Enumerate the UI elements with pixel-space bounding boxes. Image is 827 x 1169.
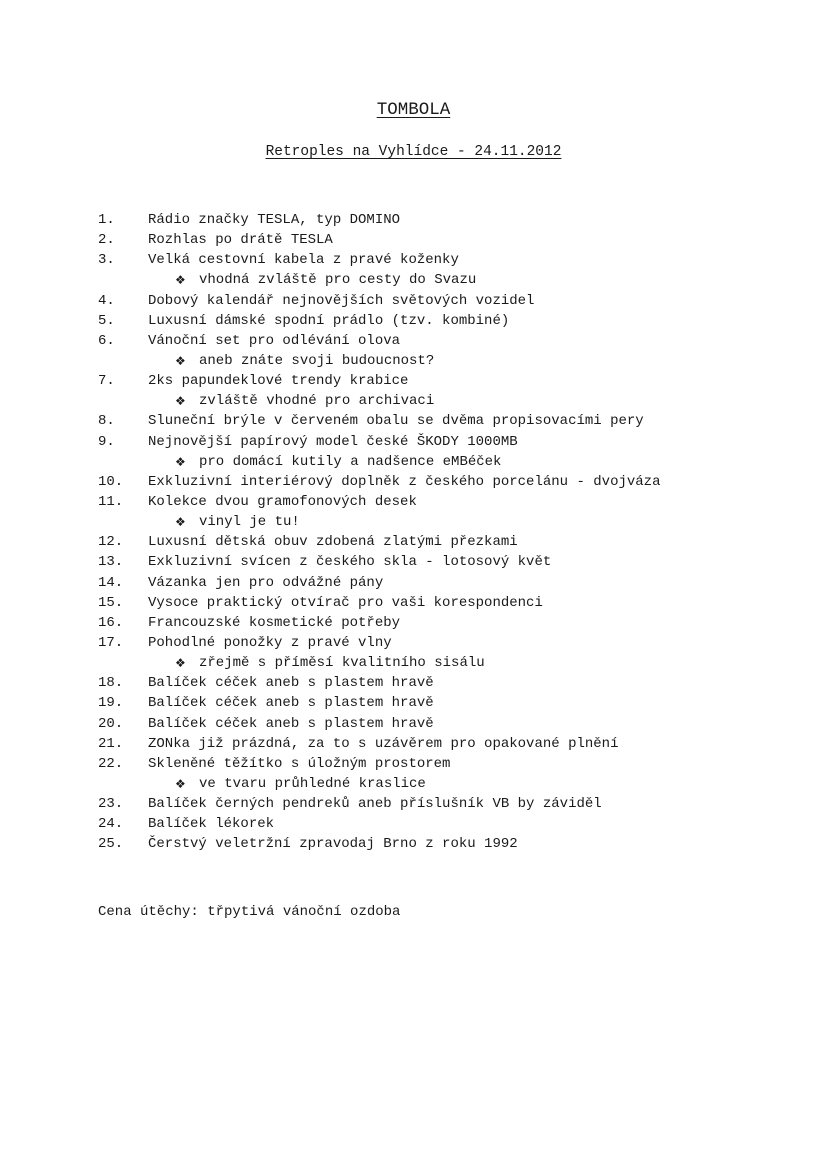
item-number: 13. — [98, 554, 124, 571]
item-text: Balíček céček aneb s plastem hravě — [148, 695, 434, 712]
list-item — [98, 250, 787, 270]
item-text: Vánoční set pro odlévání olova — [148, 332, 401, 349]
list-item — [98, 693, 787, 713]
list-item-note — [98, 774, 787, 794]
item-text: ZONka již prázdná, za to s uzávěrem pro opakované plnění — [148, 735, 619, 752]
note-text: aneb znáte svoji budoucnost? — [199, 352, 435, 369]
item-number: 8. — [98, 413, 115, 430]
item-number: 22. — [98, 755, 124, 772]
item-number: 5. — [98, 312, 115, 329]
list-item — [98, 532, 787, 552]
list-item — [98, 754, 787, 774]
list-item — [98, 210, 787, 230]
list-item — [98, 472, 787, 492]
list-item — [98, 552, 787, 572]
item-text: Vysoce praktický otvírač pro vaši korespondenci — [148, 594, 543, 611]
item-text: Rádio značky TESLA, typ DOMINO — [148, 212, 401, 228]
item-number: 16. — [98, 614, 124, 631]
page-title — [0, 99, 827, 121]
note-text: pro domácí kutily a nadšence eMBéček — [199, 453, 502, 470]
item-text: Francouzské kosmetické potřeby — [148, 614, 401, 631]
list-item — [98, 834, 787, 854]
list-item — [98, 714, 787, 734]
item-text: Dobový kalendář nejnovějších světových vozidel — [148, 292, 535, 309]
note-text: ve tvaru průhledné kraslice — [199, 775, 426, 792]
item-number: 24. — [98, 816, 124, 833]
item-number: 9. — [98, 433, 115, 450]
item-number: 25. — [98, 836, 124, 853]
item-text: Balíček lékorek — [148, 816, 275, 833]
diamond-bullet-icon: ❖ — [175, 776, 186, 791]
item-number: 2. — [98, 232, 115, 249]
item-number: 7. — [98, 373, 115, 390]
list-item-note — [98, 653, 787, 673]
note-text: vinyl je tu! — [199, 514, 300, 531]
diamond-bullet-icon: ❖ — [175, 656, 186, 671]
item-number: 18. — [98, 675, 124, 692]
list-item — [98, 331, 787, 351]
list-item-note — [98, 452, 787, 472]
item-number: 23. — [98, 796, 124, 813]
list-item — [98, 492, 787, 512]
item-number: 3. — [98, 252, 115, 269]
list-item — [98, 734, 787, 754]
item-text: Balíček černých pendreků aneb příslušník VB by záviděl — [148, 796, 602, 813]
list-item — [98, 794, 787, 814]
consolation-prize: Cena útěchy: třpytivá vánoční ozdoba — [98, 904, 401, 920]
item-number: 14. — [98, 574, 124, 591]
item-number: 20. — [98, 715, 124, 732]
item-number: 12. — [98, 534, 124, 551]
item-number: 4. — [98, 292, 115, 309]
item-text: Sluneční brýle v červeném obalu se dvěma propisovacími pery — [148, 413, 644, 430]
item-number: 6. — [98, 332, 115, 349]
item-text: Nejnovější papírový model české ŠKODY 1000MB — [148, 433, 518, 450]
item-text: Velká cestovní kabela z pravé koženky — [148, 252, 459, 269]
list-item — [98, 673, 787, 693]
item-text: Luxusní dámské spodní prádlo (tzv. kombiné) — [148, 312, 510, 329]
diamond-bullet-icon: ❖ — [175, 353, 186, 368]
item-text: 2ks papundeklové trendy krabice — [148, 373, 409, 390]
list-item-note — [98, 270, 787, 290]
item-number: 21. — [98, 735, 124, 752]
list-item — [98, 633, 787, 653]
list-item — [98, 411, 787, 431]
item-text: Rozhlas po drátě TESLA — [148, 232, 333, 249]
note-text: vhodná zvláště pro cesty do Svazu — [199, 272, 477, 289]
item-text: Pohodlné ponožky z pravé vlny — [148, 634, 392, 651]
list-item — [98, 291, 787, 311]
item-text: Kolekce dvou gramofonových desek — [148, 493, 417, 510]
diamond-bullet-icon: ❖ — [175, 515, 186, 530]
list-item — [98, 593, 787, 613]
item-text: Čerstvý veletržní zpravodaj Brno z roku 1992 — [148, 836, 518, 853]
list-item — [98, 311, 787, 331]
note-text: zřejmě s příměsí kvalitního sisálu — [199, 655, 485, 672]
item-text: Balíček céček aneb s plastem hravě — [148, 675, 434, 692]
diamond-bullet-icon: ❖ — [175, 454, 186, 469]
item-text: Skleněné těžítko s úložným prostorem — [148, 755, 451, 772]
diamond-bullet-icon: ❖ — [175, 273, 186, 288]
prize-list — [98, 210, 787, 855]
item-number: 15. — [98, 594, 124, 611]
list-item-note — [98, 391, 787, 411]
item-number: 1. — [98, 212, 115, 228]
diamond-bullet-icon: ❖ — [175, 394, 186, 409]
item-text: Luxusní dětská obuv zdobená zlatými přezkami — [148, 534, 518, 551]
item-text: Balíček céček aneb s plastem hravě — [148, 715, 434, 732]
list-item — [98, 814, 787, 834]
list-item — [98, 613, 787, 633]
list-item-note — [98, 351, 787, 371]
item-number: 17. — [98, 634, 124, 651]
page-subtitle — [0, 142, 827, 162]
title-text: TOMBOLA — [376, 100, 451, 120]
list-item — [98, 573, 787, 593]
note-text: zvláště vhodné pro archivaci — [199, 393, 435, 410]
list-item — [98, 230, 787, 250]
list-item — [98, 371, 787, 391]
list-item-note — [98, 512, 787, 532]
item-number: 10. — [98, 473, 124, 490]
list-item — [98, 432, 787, 452]
item-text: Vázanka jen pro odvážné pány — [148, 574, 384, 591]
item-text: Exkluzivní interiérový doplněk z českého porcelánu - dvojváza — [148, 473, 661, 490]
item-number: 19. — [98, 695, 124, 712]
subtitle-text: Retroples na Vyhlídce - 24.11.2012 — [265, 144, 562, 160]
item-number: 11. — [98, 493, 124, 510]
item-text: Exkluzivní svícen z českého skla - lotosový květ — [148, 554, 552, 571]
